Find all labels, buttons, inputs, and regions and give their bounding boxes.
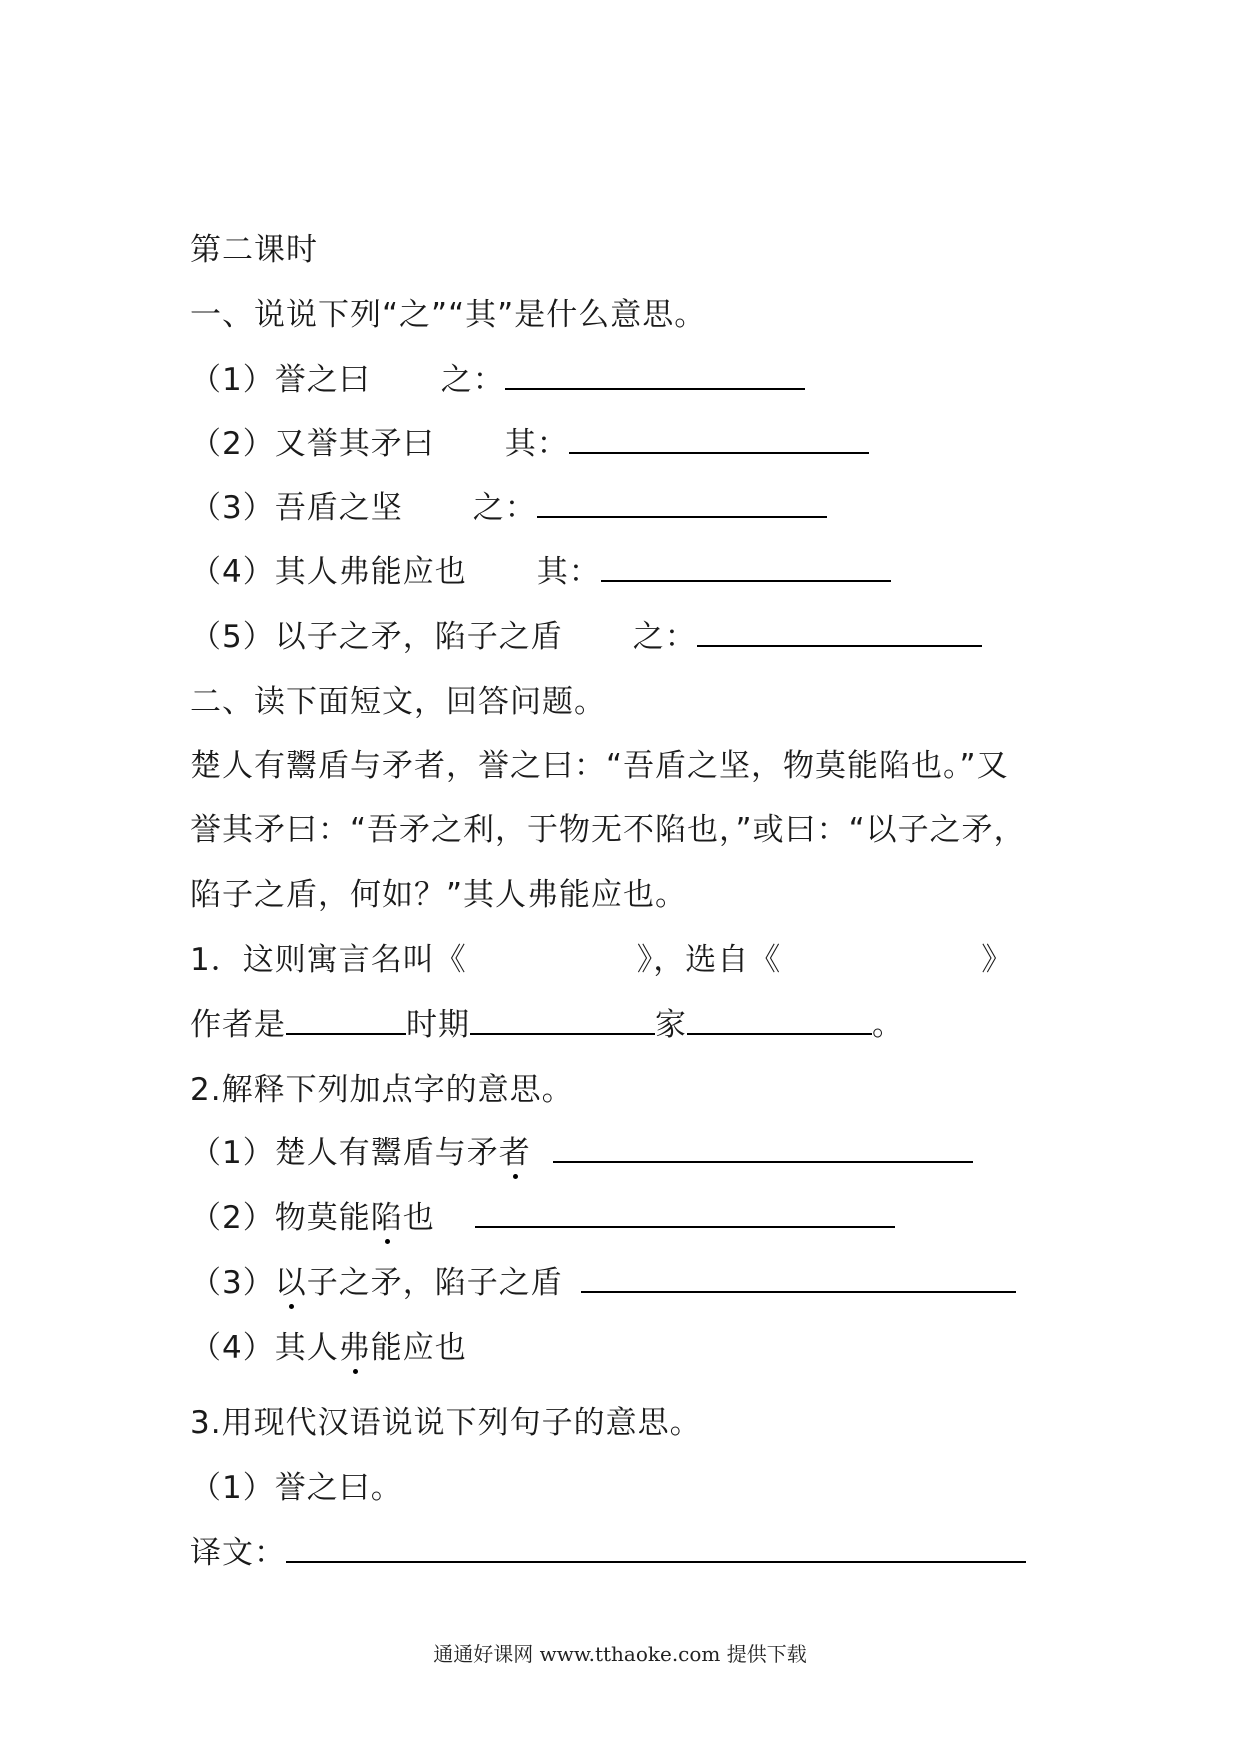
- item-number: （1）: [190, 1135, 275, 1171]
- passage-line-1: 楚人有鬻盾与矛者，誉之曰：“吾盾之坚，物莫能陷也。”又: [190, 748, 1009, 784]
- item-target: 其：: [536, 554, 601, 590]
- item-number: （3）: [190, 1265, 275, 1301]
- q3-heading: 3.用现代汉语说说下列句子的意思。: [190, 1405, 702, 1441]
- q2-item-2: [190, 1198, 895, 1238]
- q2-item-3: [190, 1263, 1016, 1303]
- item-text-before: 物莫能: [274, 1200, 371, 1236]
- dotted-character: 者: [498, 1135, 531, 1171]
- item-text-after: 也: [402, 1200, 435, 1236]
- item-phrase: 以子之矛，陷子之盾: [274, 619, 563, 655]
- q1-author-label: 作者是: [190, 1007, 286, 1043]
- period-blank[interactable]: [470, 1005, 655, 1035]
- passage-line-2: 誉其矛曰：“吾矛之利，于物无不陷也，”或曰：“以子之矛，: [190, 812, 1026, 848]
- section2-heading: 二、读下面短文，回答问题。: [190, 684, 606, 720]
- item-number: （4）: [190, 1330, 275, 1366]
- author-blank[interactable]: [286, 1005, 406, 1035]
- q3-translation: [190, 1533, 1026, 1573]
- q1-prefix: 1．这则寓言名叫《: [190, 942, 467, 978]
- answer-blank[interactable]: [475, 1198, 895, 1228]
- q2-item-4: [190, 1328, 467, 1368]
- q1-school-label: 家: [655, 1007, 687, 1043]
- answer-blank[interactable]: [601, 552, 891, 582]
- q2-item-1: [190, 1133, 973, 1173]
- item-phrase: 吾盾之坚: [274, 490, 403, 526]
- item-text-before: 其人: [274, 1330, 339, 1366]
- translation-label: 译文：: [190, 1535, 286, 1571]
- item-number: （3）: [190, 490, 275, 526]
- dotted-character: 弗: [338, 1330, 371, 1366]
- lesson-title: 第二课时: [190, 232, 318, 268]
- item-phrase: 誉之曰: [274, 362, 371, 398]
- item-number: （4）: [190, 554, 275, 590]
- dotted-character: 陷: [370, 1200, 403, 1236]
- answer-blank[interactable]: [553, 1133, 973, 1163]
- item-target: 之：: [472, 490, 537, 526]
- q1-line-1: [190, 940, 1013, 980]
- item-number: （2）: [190, 1200, 275, 1236]
- item-target: 其：: [504, 426, 569, 462]
- q1-period-label: 时期: [406, 1007, 470, 1043]
- item-number: （2）: [190, 426, 275, 462]
- answer-blank[interactable]: [505, 360, 805, 390]
- section1-item-4: [190, 552, 891, 592]
- answer-blank[interactable]: [569, 424, 869, 454]
- item-text-after: 能应也: [370, 1330, 467, 1366]
- translation-blank[interactable]: [286, 1533, 1026, 1563]
- item-target: 之：: [440, 362, 505, 398]
- answer-blank[interactable]: [537, 488, 827, 518]
- school-blank[interactable]: [687, 1005, 872, 1035]
- q1-mid: 》，选自《: [636, 942, 782, 978]
- section1-item-1: [190, 360, 805, 400]
- page-footer: 通通好课网 www.tthaoke.com 提供下载: [433, 1642, 807, 1666]
- section1-item-3: [190, 488, 827, 528]
- item-number: （5）: [190, 619, 275, 655]
- answer-blank[interactable]: [697, 617, 982, 647]
- section1-item-5: [190, 617, 982, 657]
- passage-line-3: 陷子之盾，何如？”其人弗能应也。: [190, 877, 688, 913]
- item-text-before: 楚人有鬻盾与矛: [274, 1135, 499, 1171]
- dotted-character: 以: [274, 1265, 307, 1301]
- section1-item-2: [190, 424, 869, 464]
- q2-heading: 2.解释下列加点字的意思。: [190, 1072, 574, 1108]
- item-text-after: 子之矛，陷子之盾: [306, 1265, 563, 1301]
- item-number: （1）: [190, 362, 275, 398]
- q1-period-mark: 。: [872, 1007, 904, 1043]
- item-phrase: 又誉其矛曰: [274, 426, 435, 462]
- q1-line-2: [190, 1005, 904, 1045]
- item-target: 之：: [632, 619, 697, 655]
- q3-item-1: （1）誉之曰。: [190, 1470, 403, 1506]
- q1-end: 》: [981, 942, 1014, 978]
- answer-blank[interactable]: [581, 1263, 1016, 1293]
- section1-heading: 一、说说下列“之”“其”是什么意思。: [190, 297, 707, 333]
- item-phrase: 其人弗能应也: [274, 554, 467, 590]
